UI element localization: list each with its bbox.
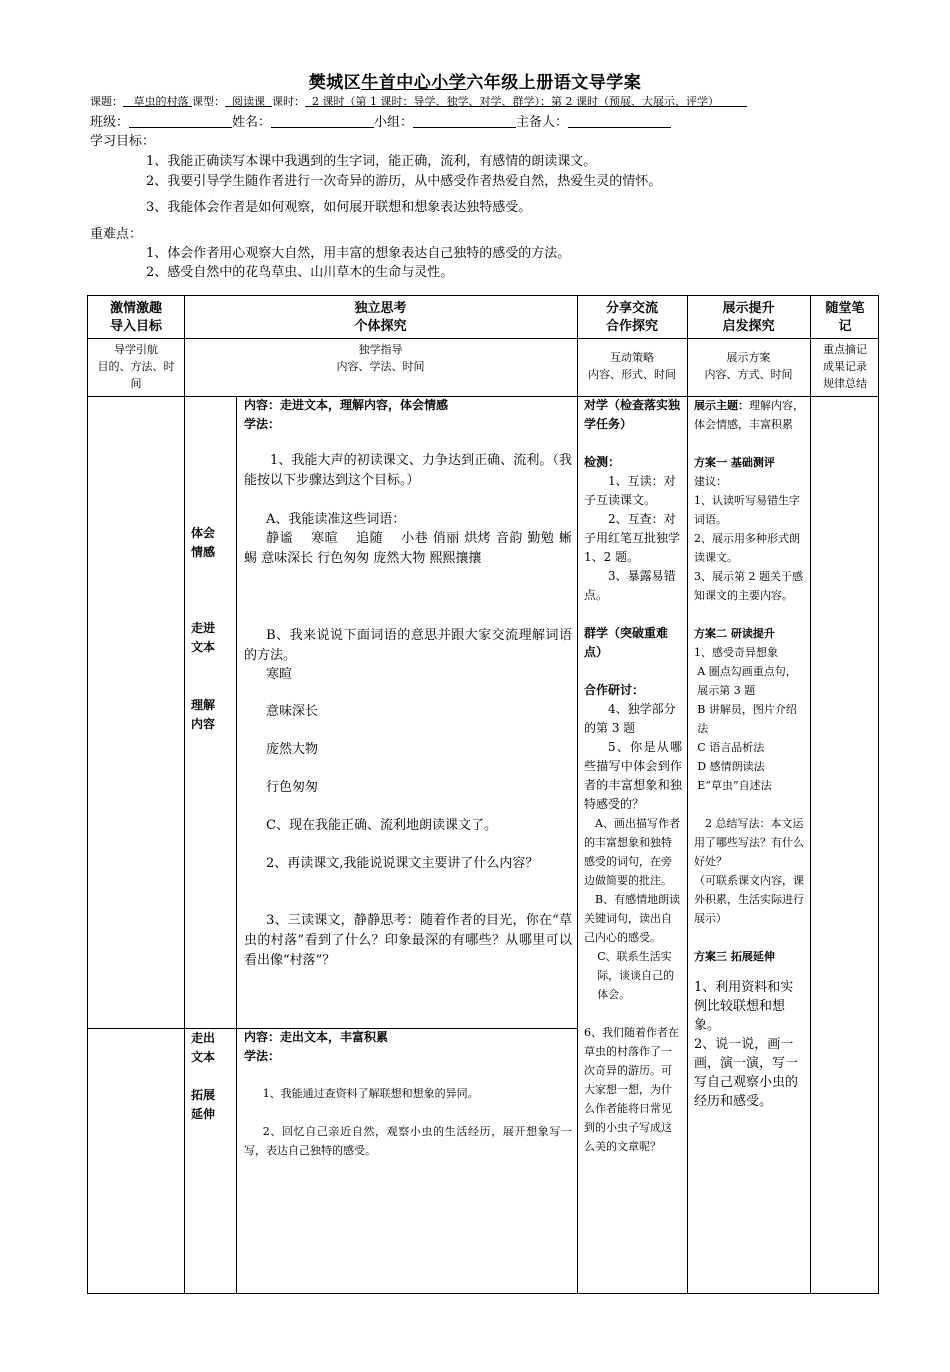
topic-value: 草虫的村落 (133, 95, 189, 108)
class-label: 班级： (90, 115, 130, 130)
part2-step1: 1、我能通过查资料了解联想和想象的异同。 (262, 1087, 479, 1100)
header-cooperative-study: 分享交流 合作探究 (605, 301, 658, 334)
group-blank[interactable] (413, 113, 516, 128)
title-subject: 六年级上册语文导学案 (466, 73, 642, 93)
goals-label: 学习目标： (90, 134, 156, 149)
hours-label: 课时： (272, 95, 305, 108)
goal-item: 2、我要引导学生随作者进行一次奇异的游历，从中感受作者热爱自然，热爱生灵的情怀。 (146, 174, 662, 189)
cooperative-strategy: 对学（检查落实独学任务） 检测： 1、互读：对子互读课文。 2、互查：对子用红笔互批独学 1、2 题。 3、暴露易错点。 群学（突破重难点） 合作研讨： 4、独学部分的第 3 题 5、你是从哪些描写中体会到作者的丰富想象和独特感受的？ A、画出描写作者的丰富想象和独特感受的词句，在旁边做简要的批注。 B、有感情地朗读关键词句，读出自己内心的感受。 C、联系生活实际，谈谈自己的体会。 6、我们随着作者在草虫的村落作了一次奇异的游历。可大家想一想，为什么作者能将日常见到的小虫子写成这么美的文章呢？ (584, 398, 682, 1153)
subheader-notes: 重点摘记 成果记录 规律总结 (823, 343, 867, 390)
column-divider (810, 296, 811, 1293)
goal-item: 3、我能体会作者是如何观察，如何展开联想和想象表达独特感受。 (146, 200, 532, 215)
stage-label-enter-text: 走进 文本 (191, 621, 216, 654)
part2-step2: 2、回忆自己亲近自然，观察小虫的生活经历，展开想象写一写，表达自己独特的感受。 (244, 1125, 572, 1157)
key-point-item: 1、体会作者用心观察大自然，用丰富的想象表达自己独特的感受的方法。 (146, 246, 571, 261)
class-blank[interactable] (129, 113, 232, 128)
column-divider (236, 396, 237, 1293)
title-school: 牛首中心小学 (361, 73, 467, 93)
subheader-interaction: 互动策略 内容、形式、时间 (588, 351, 676, 381)
part1-word: 行色匆匆 (266, 780, 319, 795)
group-label: 小组： (374, 115, 414, 130)
key-points-label: 重难点： (90, 227, 143, 242)
part1-step2: 2、再读课文,我能说说课文主要讲了什么内容？ (266, 856, 539, 871)
name-blank[interactable] (271, 113, 374, 128)
student-info-line (90, 111, 671, 130)
column-divider (687, 296, 688, 1293)
part1-word: 庞然大物 (266, 742, 319, 757)
header-showcase: 展示提升 启发探究 (722, 301, 775, 334)
part1-word: 意味深长 (266, 704, 319, 719)
stage-label-understand: 理解 内容 (191, 698, 216, 731)
part1-word: 寒暄 (266, 667, 293, 682)
preparer-blank[interactable] (568, 113, 671, 128)
preparer-label: 主备人： (516, 115, 569, 130)
stage-label-leave-text: 走出 文本 (191, 1031, 216, 1064)
header-notes: 随堂笔 记 (825, 301, 865, 334)
type-label: 课型： (192, 95, 225, 108)
part1-step3: 3、三读课文，静静思考：随着作者的目光，你在“草虫的村落”看到了什么？印象最深的有哪些？从哪里可以看出像“村落”？ (244, 913, 572, 968)
part1-c-title: C、现在我能正确、流利地朗读课文了。 (266, 818, 497, 833)
subheader-guide: 导学引航 目的、方法、时 间 (97, 343, 175, 390)
part1-study-content: 内容：走进文本，理解内容，体会情感 学法： (244, 398, 449, 431)
part1-b-title: B、我来说说下面词语的意思并跟大家交流理解词语的方法。 (244, 628, 572, 663)
subheader-study-guide: 独学指导 内容、学法、时间 (336, 343, 425, 373)
showcase-plans: 展示主题：理解内容，体会情感，丰富积累 方案一 基础测评 建议： 1、认读听写易错生字词语。 2、展示用多种形式朗读课文。 3、展示第 2 题关于感知课文的主要内容。 方案二 研读提升 1、感受奇异想象 A 圈点勾画重点句，展示第 3 题 B 讲解员，图片介绍法 C 语言品析法 D 感情朗读法 E“草虫”自述法 2 总结写法：本文运用了哪些写法？有什么好处？ （可联系课文内容，课外积累，生活实际进行展示） 方案三 拓展延伸 1、利用资料和实例比较联想和想象。 2、说一说，画一画，演一演，写一写自己观察小虫的经历和感受。 (694, 399, 804, 1109)
hours-value: 2 课时（第 1 课时：导学、独学、对学、群学）；第 2 课时（预展、大展示、评学） (312, 95, 719, 108)
column-divider (184, 296, 185, 1293)
part1-step1: 1、我能大声的初读课文、力争达到正确、流利。（我能按以下步骤达到这个目标。） (244, 453, 572, 488)
stage-label-extend: 拓展 延伸 (191, 1088, 216, 1121)
header-intro-goal: 激情激趣 导入目标 (109, 301, 162, 334)
subheader-showcase-plan: 展示方案 内容、方式、时间 (704, 351, 793, 381)
header-independent-study: 独立思考 个体探究 (354, 301, 407, 334)
study-guide-table (87, 295, 879, 1294)
column-divider (577, 296, 578, 1293)
goal-item: 1、我能正确读写本课中我遇到的生字词，能正确，流利，有感情的朗读课文。 (146, 154, 597, 169)
lesson-meta-line (90, 93, 870, 109)
name-label: 姓名： (232, 115, 272, 130)
part1-a-title: A、我能读准这些词语： (266, 512, 406, 527)
topic-label: 课题： (90, 95, 123, 108)
page-title (0, 68, 950, 93)
stage-label-feel-emotion: 体会 情感 (191, 526, 216, 559)
part2-study-content: 内容：走出文本，丰富积累 学法： (244, 1030, 389, 1063)
row-divider (88, 338, 878, 339)
title-district: 樊城区 (308, 73, 362, 93)
part1-a-words: 静谧 寒暄 追随 小巷 俏丽 烘烤 音韵 勤勉 蜥蜴 意味深长 行色匆匆 庞然大物 熙熙攘攘 (244, 531, 572, 566)
key-point-item: 2、感受自然中的花鸟草虫、山川草木的生命与灵性。 (146, 265, 454, 280)
type-value: 阅读课 (232, 95, 265, 108)
